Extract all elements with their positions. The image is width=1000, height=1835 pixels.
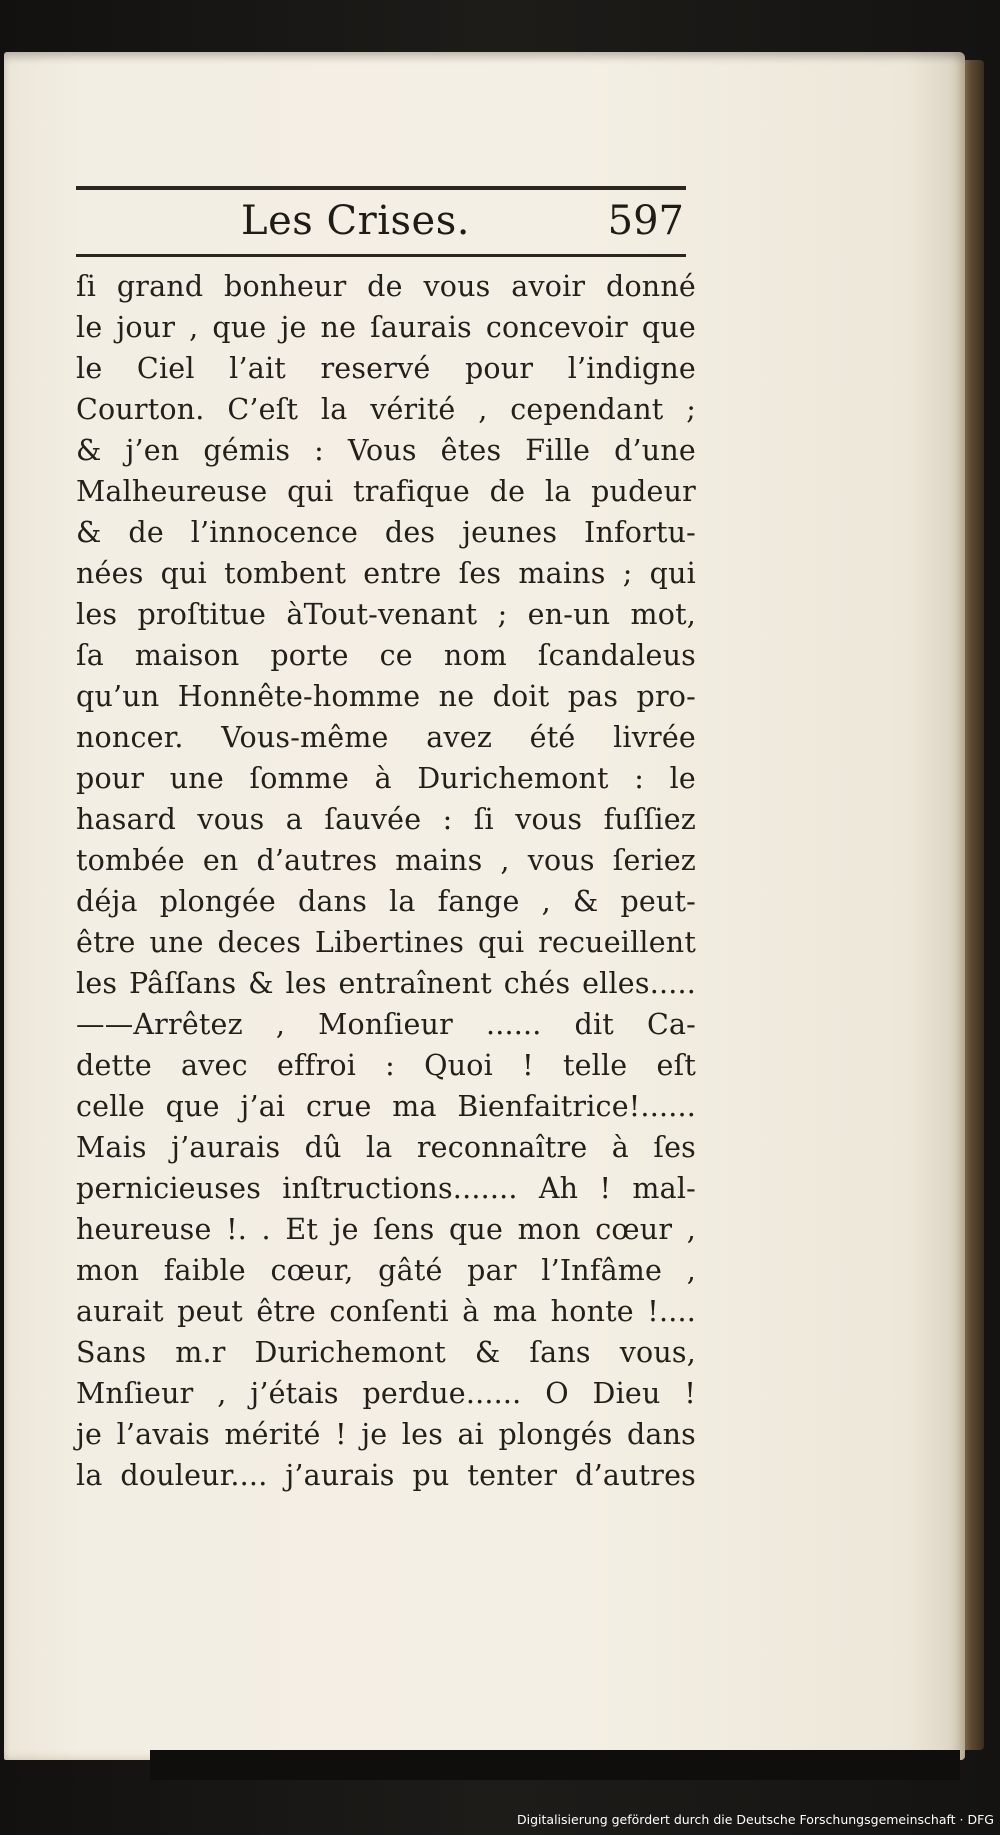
text-line: ſi grand bonheur de vous avoir donné xyxy=(76,270,696,303)
digitization-credit: Digitalisierung gefördert durch die Deutsche Forschungsgemeinschaft · DFG xyxy=(517,1812,994,1827)
text-line: la douleur.... j’aurais pu tenter d’autres xyxy=(76,1459,696,1492)
text-line: les proſtitue àTout-venant ; en-un mot, xyxy=(76,598,696,631)
text-line: nées qui tombent entre ſes mains ; qui xyxy=(76,557,696,590)
text-line: ſa maison porte ce nom ſcandaleus xyxy=(76,639,696,672)
text-line: mon faible cœur, gâté par l’Infâme , xyxy=(76,1254,696,1287)
text-line: je l’avais mérité ! je les ai plongés dans xyxy=(76,1418,696,1451)
text-line: & j’en gémis : Vous êtes Fille d’une xyxy=(76,434,696,467)
header-rule-bottom xyxy=(76,254,686,257)
page-edge xyxy=(962,60,984,1750)
text-line: pour une ſomme à Durichemont : le xyxy=(76,762,696,795)
header-rule-top xyxy=(76,186,686,190)
text-line: Malheureuse qui trafique de la pudeur xyxy=(76,475,696,508)
text-line: ——Arrêtez , Monſieur ...... dit Ca- xyxy=(76,1008,696,1041)
text-line: être une deces Libertines qui recueillent xyxy=(76,926,696,959)
text-line: les Pâſſans & les entraînent chés elles..... xyxy=(76,967,696,1000)
page-number: 597 xyxy=(607,198,684,244)
text-line: le jour , que je ne ſaurais concevoir que xyxy=(76,311,696,344)
text-line: hasard vous a ſauvée : ſi vous fuſſiez xyxy=(76,803,696,836)
text-line: tombée en d’autres mains , vous ſeriez xyxy=(76,844,696,877)
text-line: le Ciel l’ait reservé pour l’indigne xyxy=(76,352,696,385)
text-line: Mnſieur , j’étais perdue...... O Dieu ! xyxy=(76,1377,696,1410)
text-line: Courton. C’eſt la vérité , cependant ; xyxy=(76,393,696,426)
page-header xyxy=(76,186,686,266)
text-line: pernicieuses inſtructions....... Ah ! mal- xyxy=(76,1172,696,1205)
body-text xyxy=(76,266,696,1496)
text-line: celle que j’ai crue ma Bienfaitrice!...... xyxy=(76,1090,696,1123)
text-line: qu’un Honnête-homme ne doit pas pro- xyxy=(76,680,696,713)
running-title: Les Crises. xyxy=(241,198,470,244)
text-line: dette avec effroi : Quoi ! telle eſt xyxy=(76,1049,696,1082)
text-line: & de l’innocence des jeunes Infortu- xyxy=(76,516,696,549)
text-line: Sans m.r Durichemont & ſans vous, xyxy=(76,1336,696,1369)
text-line: heureuse !. . Et je ſens que mon cœur , xyxy=(76,1213,696,1246)
text-line: noncer. Vous-même avez été livrée xyxy=(76,721,696,754)
page-bottom-shadow xyxy=(150,1750,960,1780)
text-line: déja plongée dans la fange , & peut- xyxy=(76,885,696,918)
text-line: aurait peut être conſenti à ma honte !.... xyxy=(76,1295,696,1328)
text-line: Mais j’aurais dû la reconnaître à ſes xyxy=(76,1131,696,1164)
